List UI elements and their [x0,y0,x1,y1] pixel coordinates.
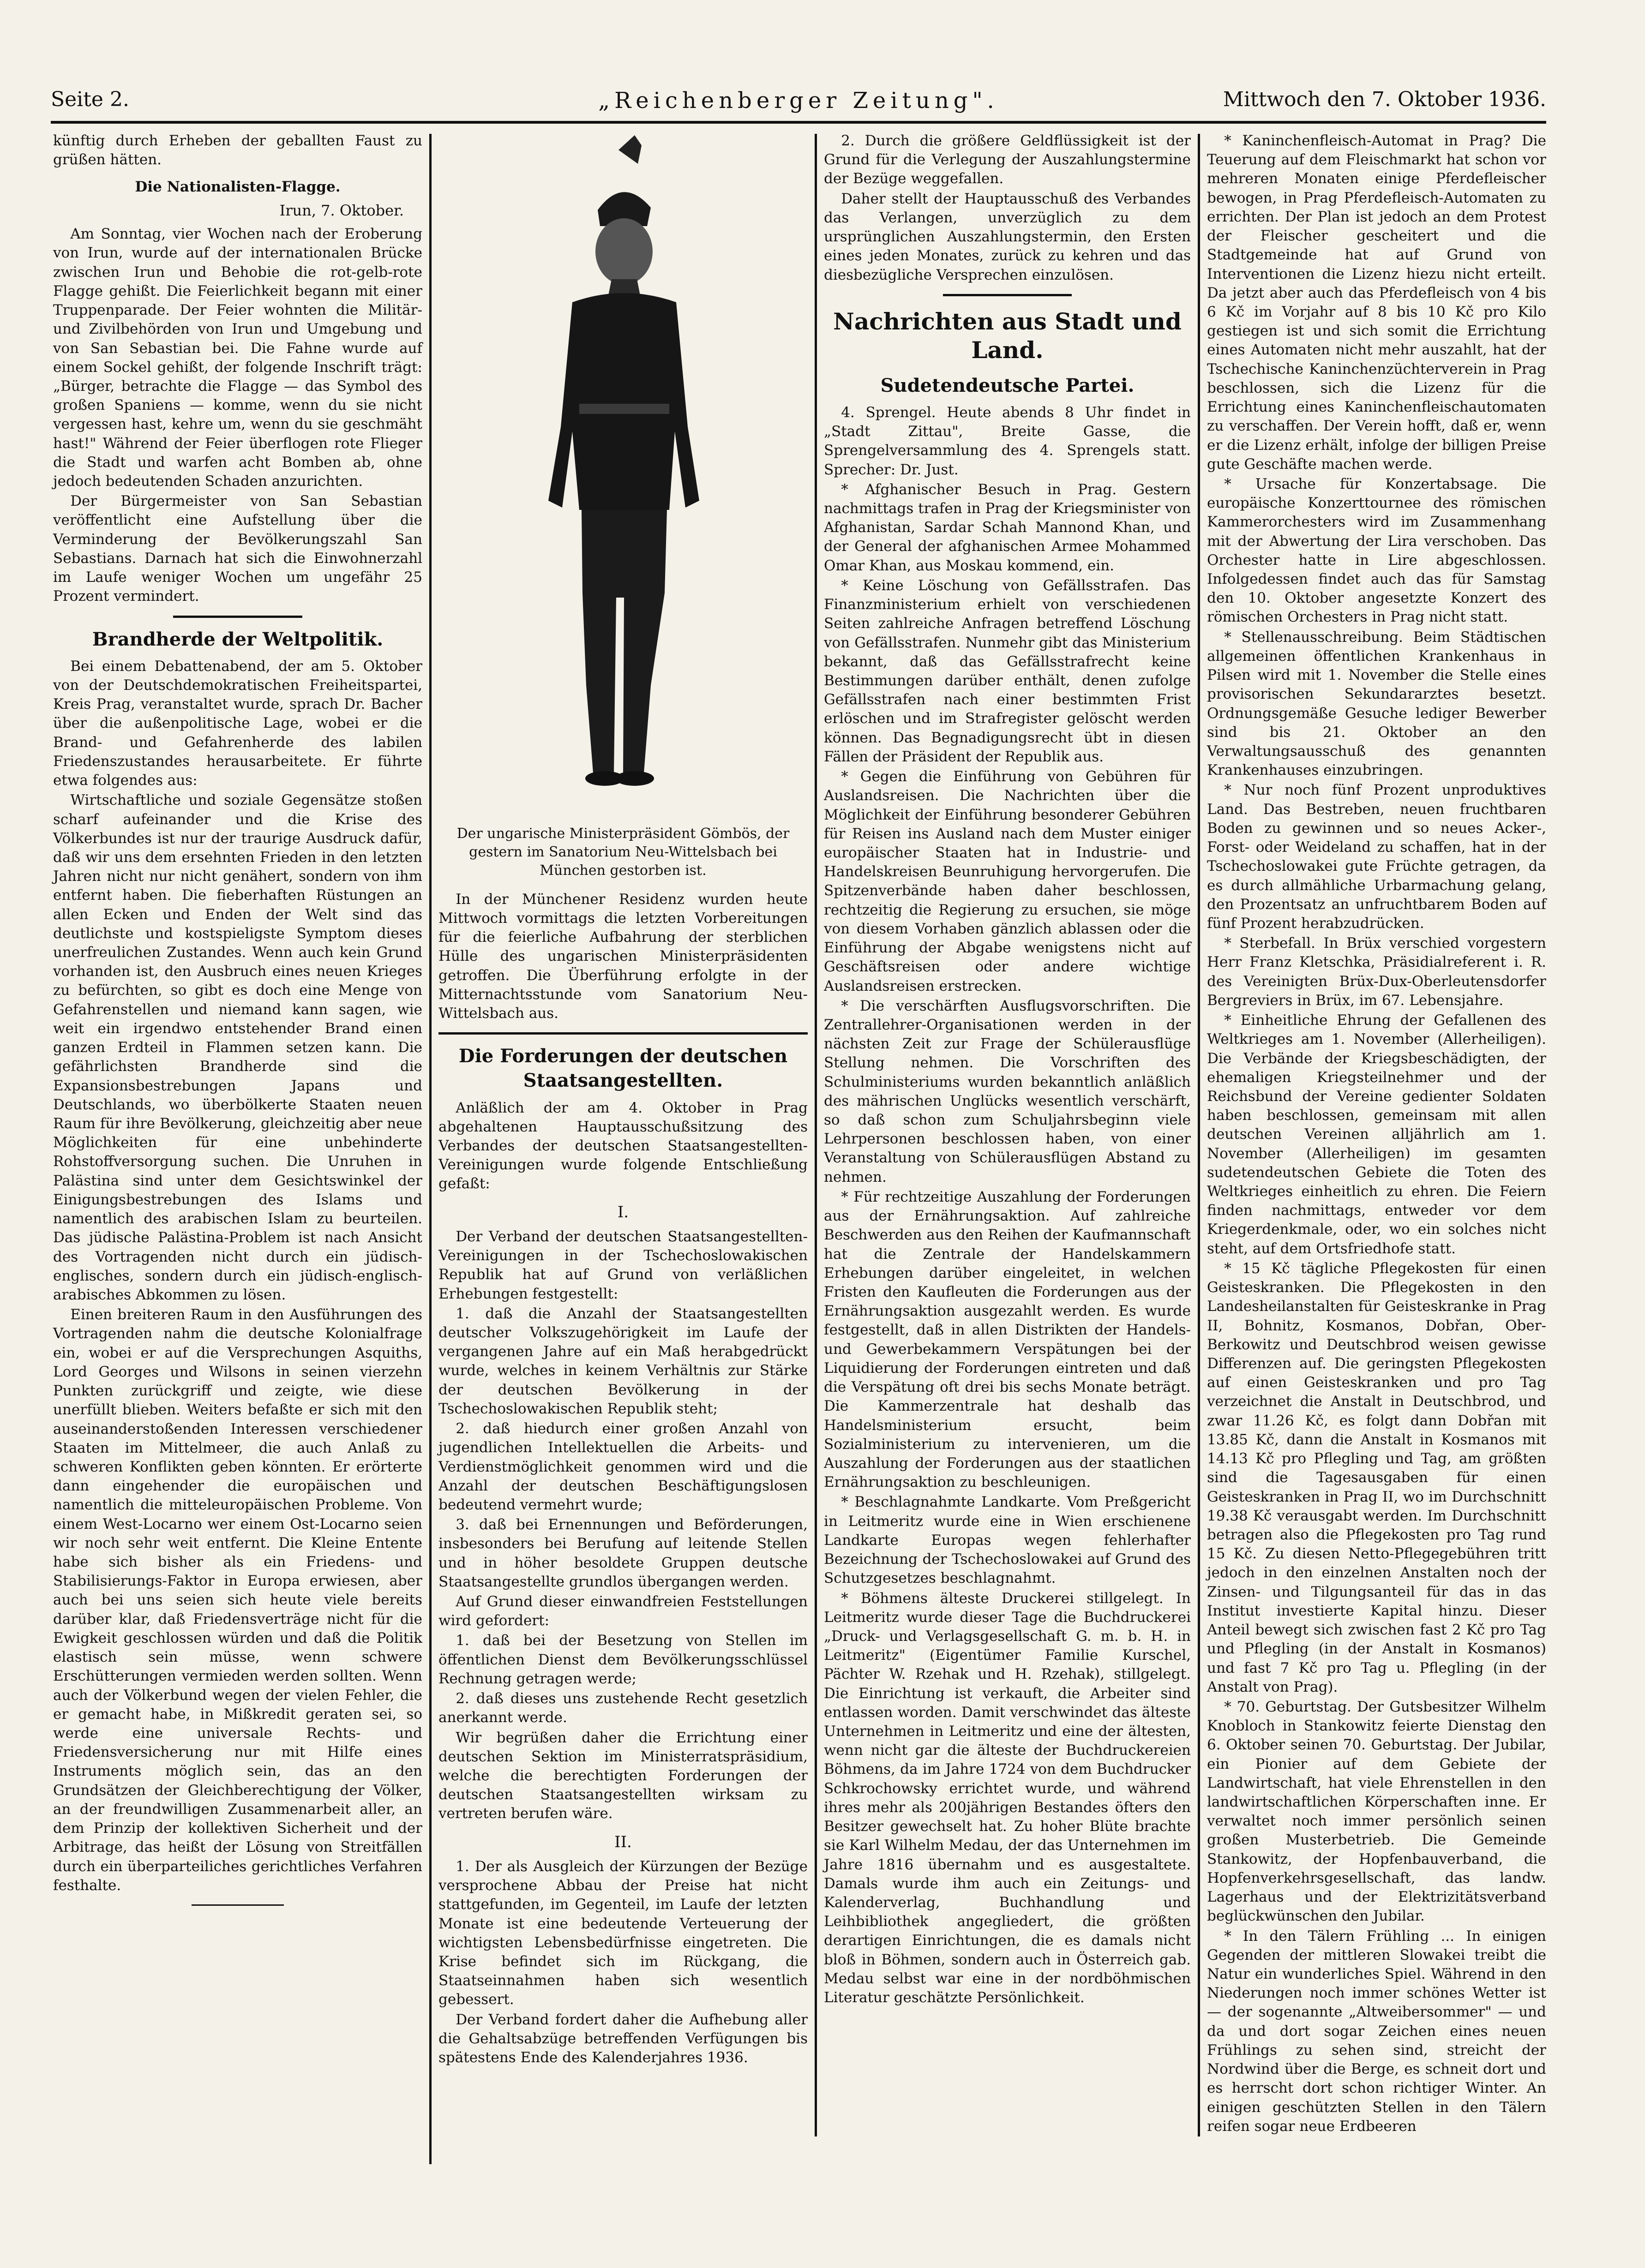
article-dateline: Irun, 7. Oktober. [279,201,404,219]
article-text: 1. daß bei der Besetzung von Stellen im öffentlichen Dienst dem Bevölkerungsschlüssel Rechnung getragen werde; [438,1632,808,1687]
article-text: Daher stellt der Hauptausschuß des Verbandes das Verlangen, unverzüglich zu dem ursprünglichen Auszahlungstermin, den Ersten eines jeden Monates, zurück zu kehren und das diesbezügliche Versprechen einzulösen. [824,190,1191,283]
article-text: Der Bürgermeister von San Sebastian veröffentlicht eine Aufstellung über die Verminderung der Bevölkerungszahl San Sebastians. Darnach hat sich die Einwohnerzahl im Laufe weniger Wochen um ungefähr 25 Prozent vermindert. [53,493,422,605]
newspaper-title: „Reichenberger Zeitung". [598,88,999,114]
article-text: Am Sonntag, vier Wochen nach der Eroberung von Irun, wurde auf der internationalen Brücke zwischen Irun und Behobie die rot-gelb-rote Flagge gehißt. Die Feierlichkeit begann mit einer Truppenparade. Der Feier wohnten die Militär- und Zivilbehörden von Irun und Umgebung und von San Sebastian bei. Die Fahne wurde auf einem Sockel gehißt, der folgende Inschrift trägt: „Bürger, betrachte die Flagge — das Symbol des großen Spaniens — komme, wenn du sie nicht vergessen hast, kehre um, wenn du sie geschmäht hast!" Während der Feier überflogen rote Flieger die Stadt und warfen acht Bomben ab, ohne jedoch bedeutenden Schaden anzurichten. [53,226,422,490]
article-text: Bei einem Debattenabend, der am 5. Oktober von der Deutschdemokratischen Freiheitspartei, Kreis Prag, veranstaltet wurde, sprach Dr. Bacher über die außenpolitische Lage, wobei er die Brand- und Gefahrenherde des labilen Friedenszustandes herausarbeitete. Er führte etwa folgendes aus: [53,658,422,789]
header-rule [51,121,1546,124]
news-item: * Für rechtzeitige Auszahlung der Forderungen aus der Ernährungsaktion. Auf zahlreiche Beschwerden aus den Reihen der Kaufmannschaft hat die Zentrale der Handelskammern Erhebungen darüber eingeleitet, in welchen Fristen den Kaufleuten die Forderungen aus der Ernährungsaktion ausgezahlt werden. Es wurde festgestellt, daß in allen Distrikten der Handels- und Gewerbekammern Verspätungen bei der Liquidierung der Forderungen eintreten und daß die Verspätung oft drei bis sechs Monate beträgt. Die Kammerzentrale hat deshalb das Handelsministerium ersucht, beim Sozialministerium zu intervenieren, um die Auszahlung der Forderungen aus der staatlichen Ernährungsaktion zu beschleunigen. [824,1188,1191,1491]
news-item: * Ursache für Konzertabsage. Die europäische Konzerttournee des römischen Kammerorchesters wird im Zusammenhang mit der Abwertung der Lira verschoben. Das Orchester hatte in Lire abgeschlossen. Infolgedessen findet auch das für Samstag den 10. Oktober angesetzte Konzert des römischen Orchesters in Prag nicht statt. [1207,475,1546,626]
news-item: * 15 Kč tägliche Pflegekosten für einen Geisteskranken. Die Pflegekosten in den Landesheilanstalten für Geisteskranke in Prag II, Bohnitz, Kosmanos, Dobřan, Ober-Berkowitz und Deutschbrod weisen gewisse Differenzen auf. Die geringsten Pflegekosten auf einen Geisteskranken und pro Tag verzeichnet die Anstalt in Deutschbrod, und zwar 11.26 Kč, es folgt dann Dobřan mit 13.85 Kč, dann die Anstalt in Kosmanos mit 14.13 Kč pro Pflegling und Tag, am größten sind die Tagesausgaben für einen Geisteskranken in Prag II, wo im Durchschnitt 19.38 Kč verausgabt werden. Im Durchschnitt betragen also die Pflegekosten pro Tag rund 15 Kč. Zu diesen Netto-Pflegegebühren tritt jedoch in den einzelnen Anstalten noch der Zinsen- und Tilgungsanteil für das in das Institut investierte Kapital hinzu. Dieser Anteil bewegt sich zwischen fast 2 Kč pro Tag und Pflegling (in der Anstalt in Kosmanos) und fast 7 Kč pro Tag u. Pflegling (in der Anstalt von Prag). [1207,1260,1546,1695]
article-text: Der Verband fordert daher die Aufhebung aller die Gehaltsabzüge betreffenden Verfügungen bis spätestens Ende des Kalenderjahres 1936. [438,2011,808,2066]
news-item: * Afghanischer Besuch in Prag. Gestern nachmittags trafen in Prag der Kriegsminister von Afghanistan, Sardar Schah Mannond Khan, und der General der afghanischen Armee Mohammed Omar Khan, aus Moskau kommend, ein. [824,481,1191,574]
article-headline: Brandherde der Weltpolitik. [92,628,384,650]
article-text: Auf Grund dieser einwandfreien Feststellungen wird gefordert: [438,1593,808,1629]
section-subheadline: Sudetendeutsche Partei. [880,374,1135,396]
portrait-photo [503,132,743,814]
news-item: * Kaninchenfleisch-Automat in Prag? Die Teuerung auf dem Fleischmarkt hat schon vor mehreren Monaten einige Pferdefleischer bewogen, in Prag Pferdefleisch-Automaten zu errichten. Der Plan ist jedoch an dem Protest der Fleischer gescheitert und die Stadtgemeinde hat auf Grund von Interventionen die Lizenz hiezu nicht erteilt. Da jetzt aber auch das Pferdefleisch von 4 bis 6 Kč im Vorjahr auf 8 bis 10 Kč pro Kilo gestiegen ist und sich somit die Errichtung eines Automaten nicht mehr auszahlt, hat der Tschechische Kaninchenzüchterverein in Prag beschlossen, sich die Lizenz für die Errichtung eines Kaninchenfleischautomaten zu verschaffen. Der Verein hofft, daß er, wenn er die Lizenz erhält, infolge der billigen Preise gute Geschäfte machen werde. [1207,132,1546,473]
news-item: * Keine Löschung von Gefällsstrafen. Das Finanzministerium erhielt von verschiedenen Seiten zahlreiche Anfragen betreffend Löschung von Gefällsstrafen. Nunmehr gibt das Ministerium bekannt, daß das Gefällsstrafrecht keine Bestimmungen darüber enthält, denen zufolge Gefällsstrafen nach einer bestimmten Frist erlöschen und im Strafregister gelöscht werden können. Das Begnadigungsrecht übt in diesen Fällen der Präsident der Republik aus. [824,577,1191,765]
article-text: 2. daß dieses uns zustehende Recht gesetzlich anerkannt werde. [438,1690,808,1726]
photo-caption: Der ungarische Ministerpräsident Gömbös, der gestern im Sanatorium Neu-Wittelsbach bei München gestorben ist. [456,826,790,879]
article-text: Wirtschaftliche und soziale Gegensätze stoßen scharf aufeinander und die Krise des Völkerbundes ist nur der traurige Ausdruck dafür, daß wir uns dem ersehnten Frieden in den letzten Jahren nicht nur nicht genähert, sondern von ihm entfernt haben. Die fieberhaften Rüstungen an allen Ecken und Enden der Welt sind das deutlichste und kostspieligste Symptom dieses unerfreulichen Zustandes. Wenn auch kein Grund vorhanden ist, den Ausbruch eines neuen Krieges zu befürchten, so gibt es doch eine Menge von Gefahrenstellen und niemand kann sagen, wie weit ein irgendwo entstehender Brand einen ganzen Erdteil in Flammen setzen kann. Die gefährlichsten Brandherde sind die Expansionsbestrebungen Japans und Deutschlands, wo überbölkerte Staaten neuen Raum für ihre Bevölkerung, gleichzeitig aber neue Möglichkeiten für eine unbehinderte Rohstoffversorgung suchen. Die Unruhen in Palästina sind unter dem Gesichtswinkel der Einigungsbestrebungen des Islams und namentlich des arabischen Islam zu beurteilen. Das jüdische Palästina-Problem ist nach Ansicht des Vortragenden nicht durch ein jüdisch-englisches, sondern durch ein jüdisch-englisch-arabisches Abkommen zu lösen. [53,792,422,1303]
issue-date: Mittwoch den 7. Oktober 1936. [1223,88,1546,111]
section-numeral: I. [617,1203,629,1221]
article-text: 2. Durch die größere Geldflüssigkeit ist der Grund für die Verlegung der Auszahlungstermine der Bezüge weggefallen. [824,132,1191,187]
news-item: 4. Sprengel. Heute abends 8 Uhr findet in „Stadt Zittau", Breite Gasse, die Sprengelversammlung des 4. Sprengels statt. Sprecher: Dr. Just. [824,404,1191,478]
news-item: * Böhmens älteste Druckerei stillgelegt. In Leitmeritz wurde dieser Tage die Buchdruckerei „Druck- und Verlagsgesellschaft G. m. b. H. in Leitmeritz" (Eigentümer Familie Kurschel, Pächter W. Rzehak und H. Rzehak), stillgelegt. Die Einrichtung ist verkauft, die Arbeiter sind entlassen worden. Damit verschwindet das älteste Unternehmen in Leitmeritz und eine der ältesten, wenn nicht gar die älteste der Buchdruckereien Böhmens, da im Jahre 1724 von dem Buchdrucker Schkrochowsky errichtet wurde, und während ihres mehr als 200jährigen Bestandes öfters den Besitzer gewechselt hat. Zu hoher Blüte brachte sie Karl Wilhelm Medau, der das Unternehmen im Jahre 1816 übernahm und es ausgestaltete. Damals wurde ihm auch ein Zeitungs- und Kalenderverlag, Buchhandlung und Leihbibliothek angegliedert, die größten derartigen Einrichtungen, die es damals nicht bloß in Böhmen, sondern auch in Österreich gab. Medau selbst war eine in der nordböhmischen Literatur geschätzte Persönlichkeit. [824,1590,1191,2006]
article-text: Wir begrüßen daher die Errichtung einer deutschen Sektion im Ministerratspräsidium, welche die berechtigten Forderungen der deutschen Staatsangestellten wirksam zu vertreten berufen wäre. [438,1729,808,1822]
article-text: Anläßlich der am 4. Oktober in Prag abgehaltenen Hauptausschußsitzung des Verbandes der deutschen Staatsangestellten-Vereinigungen wurde folgende Entschließung gefaßt: [438,1099,808,1192]
news-item: * Nur noch fünf Prozent unproduktives Land. Das Bestreben, neuen fruchtbaren Boden zu gewinnen und so neues Acker-, Forst- oder Weideland zu schaffen, hat in der Tschechoslowakei gute Früchte getragen, da es durch allmähliche Urbarmachung gelang, den Prozentsatz an unfruchtbarem Boden auf fünf Prozent herabzudrücken. [1207,782,1546,932]
column-separator [1198,134,1200,2136]
section-rule [192,1904,284,1906]
article-text: 1. daß die Anzahl der Staatsangestellten deutscher Volkszugehörigkeit im Laufe der vergangenen Jahre auf ein Maß herabgedrückt wurde, welches in keinem Verhältnis zur Stärke der deutschen Bevölkerung in der Tschechoslowakischen Republik steht; [438,1305,808,1417]
article-text: Einen breiteren Raum in den Ausführungen des Vortragenden nahm die deutsche Kolonialfrage ein, wobei er auf die Versprechungen Asquiths, Lord Georges und Wilsons in seinen vierzehn Punkten zurückgriff und zeigte, wie diese unerfüllt blieben. Weiters befaßte er sich mit den auseinanderstoßenden Interessen verschiedener Staaten im Mittelmeer, die auch Anlaß zu schweren Konflikten geben könnten. Er erörterte dann eingehender die europäischen und namentlich die mitteleuropäischen Probleme. Von einem West-Locarno wer einem Ost-Locarno seien wir noch sehr weit entfernt. Die Kleine Entente habe sich bisher als ein Friedens- und Stabilisierungs-Faktor in Europa erwiesen, aber auch bei uns seien sich heute viele bereits darüber klar, daß Friedensverträge nicht für die Ewigkeit geschlossen würden und daß die Politik elastisch sein müsse, wenn schwere Erschütterungen vermieden werden sollten. Wenn auch der Völkerbund wegen der vielen Fehler, die er gemacht habe, in Mißkredit geraten sei, so werde eine universale Rechts- und Friedensversicherung nur mit Hilfe eines Instruments möglich sein, das an den Grundsätzen der Gleichberechtigung der Völker, an der freundwilligen Zusammenarbeit aller, an dem Prinzip der kollektiven Sicherheit und der Arbitrage, das heißt der Lösung von Streitfällen durch ein überparteiliches gerichtliches Verfahren festhalte. [53,1306,422,1894]
section-rule [438,1032,808,1035]
page-header [51,88,1546,120]
section-headline: Nachrichten aus Stadt und Land. [833,307,1182,364]
article-text: In der Münchener Residenz wurden heute Mittwoch vormittags die letzten Vorbereitungen für die feierliche Aufbahrung der sterblichen Hülle des ungarischen Ministerpräsidenten getroffen. Die Überführung erfolgte in der Mitternachtsstunde vom Sanatorium Neu-Wittelsbach aus. [438,891,808,1022]
article-headline: Die Nationalisten-Flagge. [135,179,341,196]
column-1 [53,132,422,1915]
column-3 [824,132,1191,2008]
news-item: * In den Tälern Frühling ... In einigen Gegenden der mittleren Slowakei treibt die Natur ein wunderliches Spiel. Während in den Niederungen noch immer schönes Wetter ist — der sogenannte „Altweibersommer" — und da und dort sogar Zeichen eines neuen Frühlings zu sehen sind, streicht der Nordwind über die Berge, es schneit dort und es herrscht dort schon richtiger Winter. An einigen geschützten Stellen in den Tälern reifen sogar neue Erdbeeren [1207,1927,1546,2135]
news-item: * Sterbefall. In Brüx verschied vorgestern Herr Franz Kletschka, Präsidialreferent i. R. des Vereinigten Brüx-Dux-Oberleutensdorfer Bergreviers in Brüx, im 67. Lebensjahre. [1207,935,1546,1009]
news-item: * Stellenausschreibung. Beim Städtischen allgemeinen öffentlichen Krankenhaus in Pilsen wird mit 1. November die Stelle eines provisorischen Sekundararztes besetzt. Ordnungsgemäße Gesuche lediger Bewerber sind bis 21. Oktober an den Verwaltungsausschuß des genannten Krankenhauses einzubringen. [1207,628,1546,779]
article-text: künftig durch Erheben der geballten Faust zu grüßen hätten. [53,132,422,168]
column-4 [1207,132,1546,2137]
section-numeral: II. [614,1832,632,1851]
section-rule [943,294,1071,296]
article-text: 3. daß bei Ernennungen und Beförderungen, insbesonders bei Berufung auf leitende Stellen und in höher besoldete Gruppen deutsche Staatsangestellte grundlos übergangen werden. [438,1516,808,1590]
article-headline: Die Forderungen der deutschen Staatsangestellten. [458,1045,788,1092]
page-number: Seite 2. [51,88,129,111]
news-item: * Die verschärften Ausflugsvorschriften. Die Zentrallehrer-Organisationen werden in der nächsten Zeit zur Frage der Schülerausflüge Stellung nehmen. Die Vorschriften des Schulministeriums wurden bekanntlich anläßlich des mährischen Unglücks wesentlich verschärft, so daß schon zum Schuljahrsbeginn viele Lehrpersonen beschlossen haben, von einer Veranstaltung von Schülerausflügen Abstand zu nehmen. [824,997,1191,1185]
article-text: Der Verband der deutschen Staatsangestellten-Vereinigungen in der Tschechoslowakischen Republik hat auf Grund von verläßlichen Erhebungen festgestellt: [438,1228,808,1302]
section-rule [173,616,302,618]
column-separator [815,134,817,2136]
news-item: * Gegen die Einführung von Gebühren für Auslandsreisen. Die Nachrichten über die Möglichkeit der Einführung besonderer Gebühren für Reisen ins Ausland nach dem Muster einiger europäischer Staaten hat in Industrie- und Handelskreisen Beunruhigung hervorgerufen. Die Spitzenverbände haben daher beschlossen, rechtzeitig die Regierung zu ersuchen, sie möge von diesem Vorhaben gänzlich ablassen oder die Einführung der Abgabe wenigstens nicht auf Geschäftsreisen oder andere wichtige Auslandsreisen erstrecken. [824,768,1191,994]
news-item: * Beschlagnahmte Landkarte. Vom Preßgericht in Leitmeritz wurde eine in Wien erschienene Landkarte Europas wegen fehlerhafter Bezeichnung der Tschechoslowakei auf Grund des Schutzgesetzes beschlagnahmt. [824,1494,1191,1587]
news-item: * Einheitliche Ehrung der Gefallenen des Weltkrieges am 1. November (Allerheiligen). Die Verbände der Kriegsbeschädigten, der ehemaligen Kriegsteilnehmer und der Reichsbund der Vereine gedienter Soldaten haben beschlossen, gemeinsam mit allen deutschen Vereinen alljährlich am 1. November (Allerheiligen) im gesamten sudetendeutschen Gebiete die Toten des Weltkrieges einheitlich zu ehren. Die Feiern finden nachmittags, entweder vor dem Kriegerdenkmale, oder, wo ein solches nicht steht, auf dem Ortsfriedhofe statt. [1207,1012,1546,1257]
article-text: 2. daß hiedurch einer großen Anzahl von jugendlichen Intellektuellen die Arbeits- und Verdienstmöglichkeit genommen wird und die Anzahl der deutschen Beschäftigungslosen bedeutend vermehrt wurde; [438,1420,808,1513]
news-item: * 70. Geburtstag. Der Gutsbesitzer Wilhelm Knobloch in Stankowitz feierte Dienstag den 6. Oktober seinen 70. Geburtstag. Der Jubilar, ein Pionier auf dem Gebiete der Landwirtschaft, hat viele Ehrenstellen in den landwirtschaftlichen Körperschaften inne. Er verwaltet noch immer persönlich seinen großen Musterbetrieb. Die Gemeinde Stankowitz, der Hopfenbauverband, die Hopfenverkehrsgesellschaft, das landw. Lagerhaus und der Elektrizitätsverband beglückwünschen den Jubilar. [1207,1698,1546,1925]
article-text: 1. Der als Ausgleich der Kürzungen der Bezüge versprochene Abbau der Preise hat nicht stattgefunden, im Gegenteil, im Laufe der letzten Monate ist eine bedeutende Verteuerung der wichtigsten Lebensbedürfnisse eingetreten. Die Krise befindet sich im Rückgang, die Staatseinnahmen haben sich wesentlich gebessert. [438,1858,808,2008]
column-separator [429,134,432,2164]
column-2 [438,132,808,2068]
